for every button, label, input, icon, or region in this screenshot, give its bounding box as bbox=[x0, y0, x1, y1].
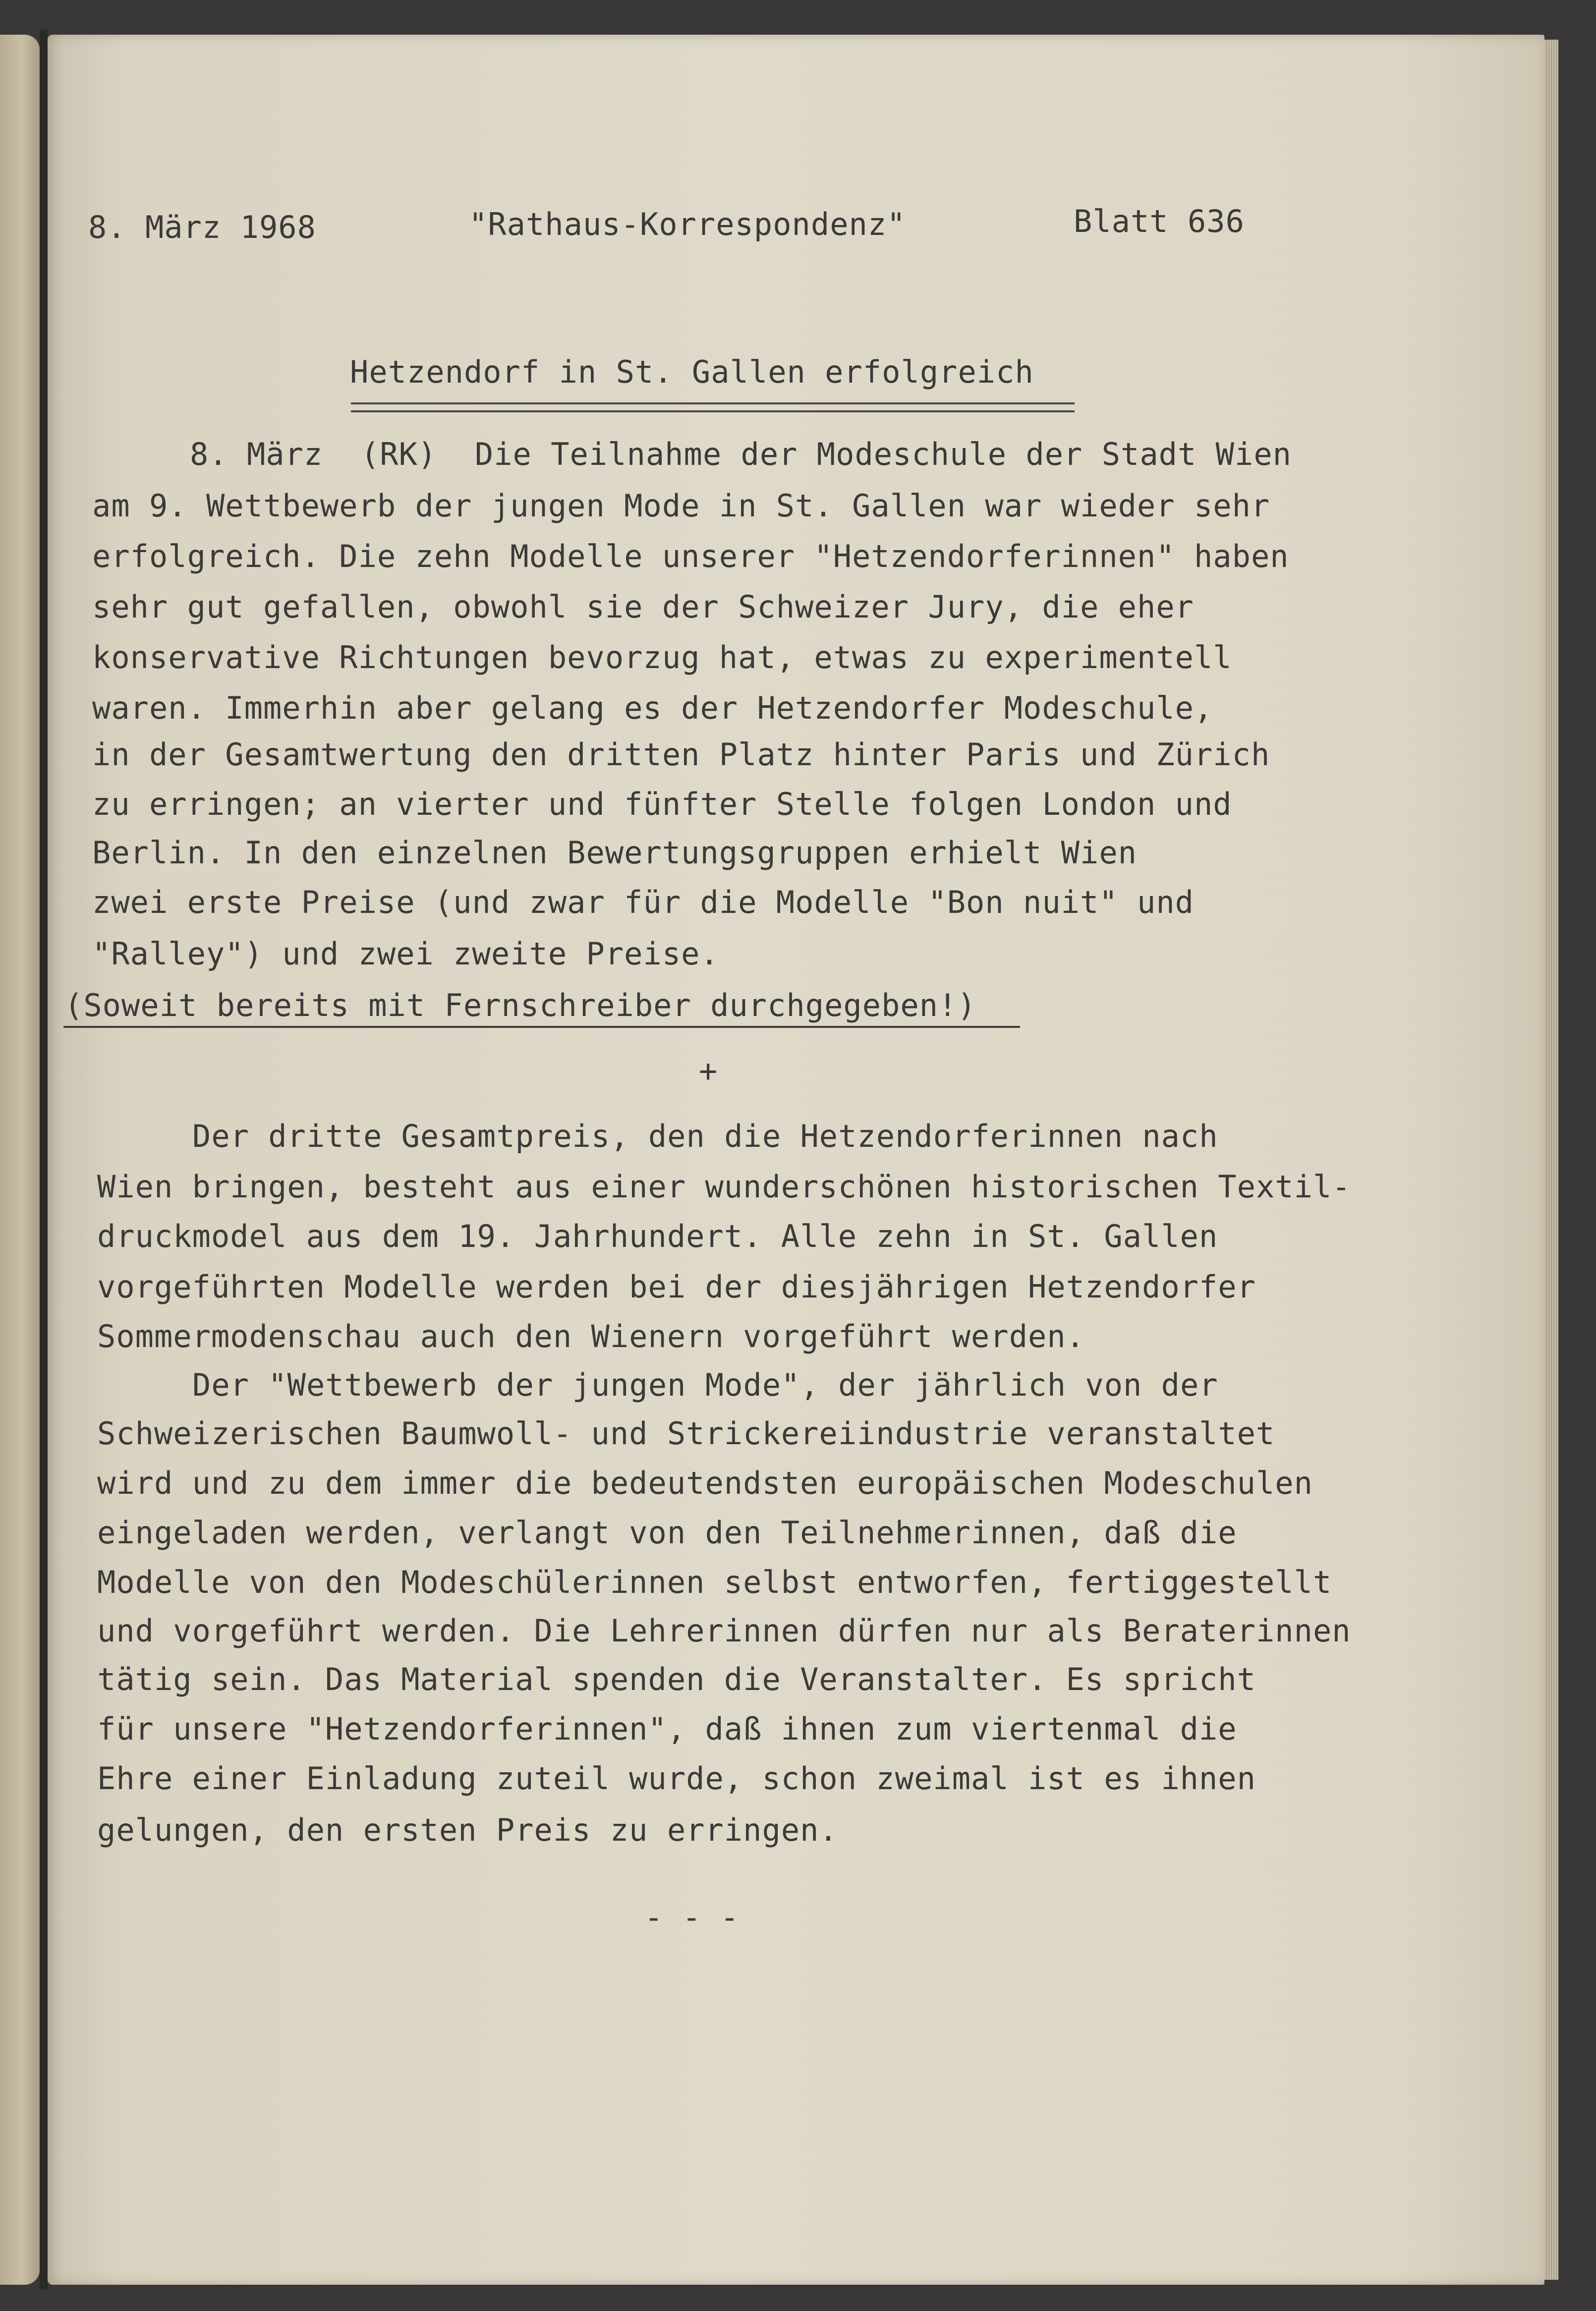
article2-line: vorgeführten Modelle werden bei der diesjährigen Hetzendorfer bbox=[97, 1269, 1256, 1305]
note-underline bbox=[63, 1026, 1020, 1028]
article1-line: zu erringen; an vierter und fünfter Stelle folgen London und bbox=[92, 786, 1232, 822]
article1-line: erfolgreich. Die zehn Modelle unserer "Hetzendorferinnen" haben bbox=[92, 538, 1289, 574]
article1-line: in der Gesamtwertung den dritten Platz hinter Paris und Zürich bbox=[92, 736, 1270, 773]
article2-line: Modelle von den Modeschülerinnen selbst entworfen, fertiggestellt bbox=[97, 1564, 1332, 1600]
article2-line: für unsere "Hetzendorferinnen", daß ihnen zum viertenmal die bbox=[97, 1711, 1237, 1747]
article1-line: waren. Immerhin aber gelang es der Hetzendorfer Modeschule, bbox=[92, 690, 1213, 726]
article1-line: 8. März (RK) Die Teilnahme der Modeschule der Stadt Wien bbox=[190, 436, 1292, 472]
header-publication: "Rathaus-Korrespondenz" bbox=[469, 206, 906, 242]
article2-line: gelungen, den ersten Preis zu erringen. bbox=[97, 1812, 838, 1848]
page-stack-edge bbox=[1544, 40, 1558, 2280]
article2-line: tätig sein. Das Material spenden die Veranstalter. Es spricht bbox=[97, 1661, 1256, 1697]
article1-line: konservative Richtungen bevorzug hat, etwas zu experimentell bbox=[92, 639, 1232, 676]
article2-line: Schweizerischen Baumwoll- und Strickereiindustrie veranstaltet bbox=[97, 1415, 1275, 1452]
article2-line: Der dritte Gesamtpreis, den die Hetzendorferinnen nach bbox=[192, 1118, 1218, 1154]
article2-line: und vorgeführt werden. Die Lehrerinnen dürfen nur als Beraterinnen bbox=[97, 1613, 1351, 1649]
article1-line: Berlin. In den einzelnen Bewertungsgruppen erhielt Wien bbox=[92, 835, 1137, 871]
header-date: 8. März 1968 bbox=[88, 209, 316, 245]
article-title: Hetzendorf in St. Gallen erfolgreich bbox=[350, 354, 1034, 390]
end-mark: - - - bbox=[644, 1899, 740, 1935]
article1-line: sehr gut gefallen, obwohl sie der Schweizer Jury, die eher bbox=[92, 589, 1194, 625]
article2-line: druckmodel aus dem 19. Jahrhundert. Alle zehn in St. Gallen bbox=[97, 1218, 1218, 1254]
article1-line: zwei erste Preise (und zwar für die Modelle "Bon nuit" und bbox=[92, 884, 1194, 920]
article1-line: am 9. Wettbewerb der jungen Mode in St. Gallen war wieder sehr bbox=[92, 488, 1270, 524]
book-gutter bbox=[40, 30, 48, 2290]
article2-line: eingeladen werden, verlangt von den Teilnehmerinnen, daß die bbox=[97, 1515, 1237, 1551]
left-page-edge bbox=[0, 35, 40, 2285]
article2-line: wird und zu dem immer die bedeutendsten europäischen Modeschulen bbox=[97, 1465, 1313, 1501]
article2-line: Wien bringen, besteht aus einer wunderschönen historischen Textil- bbox=[97, 1169, 1351, 1205]
transmission-note: (Soweit bereits mit Fernschreiber durchgegeben!) bbox=[64, 987, 976, 1023]
title-double-underline bbox=[351, 402, 1075, 412]
article2-line: Sommermodenschau auch den Wienern vorgeführt werden. bbox=[97, 1318, 1085, 1354]
header-sheet-number: Blatt 636 bbox=[1074, 203, 1245, 239]
article2-line: Ehre einer Einladung zuteil wurde, schon zweimal ist es ihnen bbox=[97, 1760, 1256, 1797]
section-separator: + bbox=[699, 1053, 718, 1089]
article1-line: "Ralley") und zwei zweite Preise. bbox=[92, 936, 719, 972]
article2-line: Der "Wettbewerb der jungen Mode", der jährlich von der bbox=[192, 1367, 1218, 1403]
